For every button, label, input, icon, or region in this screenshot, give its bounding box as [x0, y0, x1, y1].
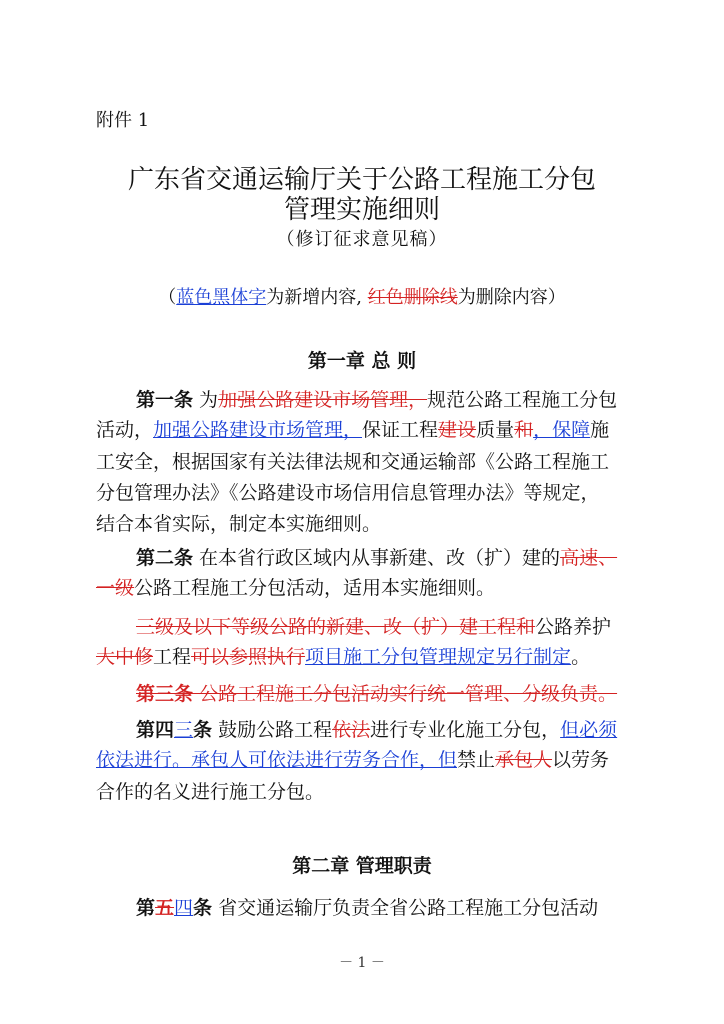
deleted-article-label: 五 [155, 897, 175, 919]
body-text: 禁止 [457, 749, 496, 771]
deleted-text: 承包人 [495, 749, 553, 771]
body-text: 保证工程 [362, 419, 439, 441]
added-text: 但必须 [560, 719, 618, 741]
body-text: 工安全，根据国家有关法律法规和交通运输部《公路工程施工 [96, 451, 610, 473]
body-text: 结合本省实际，制定本实施细则。 [96, 513, 382, 535]
body-line [96, 449, 724, 475]
legend-blue-desc: 为新增内容, [266, 287, 362, 308]
document-subtitle: （修订征求意见稿） [276, 229, 448, 250]
added-text: 项目施工分包管理规定另行制定 [305, 646, 572, 668]
body-line [96, 644, 724, 670]
chapter-2-heading: 第二章 管理职责 [292, 855, 432, 877]
document-title-line-1: 广东省交通运输厅关于公路工程施工分包 [127, 165, 596, 195]
body-text: 鼓励公路工程 [212, 719, 333, 741]
added-text: 加强公路建设市场管理， [153, 419, 363, 441]
deleted-text: 大中修 [96, 646, 154, 668]
legend-blue-sample: 蓝色黑体字 [176, 287, 267, 308]
document-title-line-2: 管理实施细则 [283, 195, 440, 225]
body-text: 省交通运输厅负责全省公路工程施工分包活动 [212, 897, 599, 919]
body-line [96, 575, 724, 601]
body-text: 施 [590, 419, 610, 441]
body-text: 为 [193, 389, 219, 411]
article-label: 条 [193, 719, 213, 741]
body-text: 进行专业化施工分包， [370, 719, 561, 741]
deleted-text: 依法 [332, 719, 371, 741]
body-line [96, 747, 724, 773]
article-label: 条 [193, 897, 213, 919]
article-label: 第一条 [136, 389, 194, 411]
deleted-text: 加强公路建设市场管理， [218, 389, 428, 411]
attachment-label: 附件 1 [96, 110, 150, 131]
deleted-text: 建设 [438, 419, 477, 441]
deleted-text: 高速、 [560, 547, 618, 569]
page-number: － 1 － [339, 955, 385, 971]
deleted-text: 三级及以下等级公路的新建、改（扩）建工程和 [136, 616, 536, 638]
legend-red-sample: 红色删除线 [367, 287, 458, 308]
body-text: 规范公路工程施工分包 [427, 389, 618, 411]
body-text: 质量 [476, 419, 515, 441]
body-text: 公路养护 [535, 616, 612, 638]
body-text: 。 [571, 646, 591, 668]
body-line [136, 895, 724, 921]
body-line [96, 480, 724, 506]
legend-open-paren: （ [158, 287, 177, 308]
deleted-text: 一级 [96, 577, 135, 599]
body-text: 工程 [153, 646, 192, 668]
body-line [96, 417, 724, 443]
revision-legend [0, 283, 724, 309]
legend-red-desc: 为删除内容） [457, 287, 566, 308]
deleted-text: 可以参照执行 [191, 646, 306, 668]
body-text: 公路工程施工分包活动，适用本实施细则。 [134, 577, 496, 599]
body-line [136, 614, 724, 640]
deleted-text: 和 [514, 419, 534, 441]
body-line [96, 511, 724, 537]
body-line [136, 545, 724, 571]
body-text: 合作的名义进行施工分包。 [96, 781, 325, 803]
deleted-article-label: 第三条 [136, 683, 194, 705]
chapter-1-heading: 第一章 总 则 [307, 350, 417, 372]
body-line [136, 681, 724, 707]
added-text: ，保障 [533, 419, 591, 441]
article-label: 第 [136, 897, 156, 919]
body-line [136, 387, 724, 413]
added-text: 三 [174, 719, 194, 741]
body-text: 活动， [96, 419, 154, 441]
article-label: 第四 [136, 719, 175, 741]
body-text: 在本省行政区域内从事新建、改（扩）建的 [193, 547, 561, 569]
added-text: 四 [174, 897, 194, 919]
body-text: 分包管理办法》《公路建设市场信用信息管理办法》等规定， [96, 482, 600, 504]
body-line [96, 779, 724, 805]
deleted-text: 公路工程施工分包活动实行统一管理、分级负责。 [193, 683, 618, 705]
body-text: 以劳务 [552, 749, 610, 771]
added-text: 依法进行。承包人可依法进行劳务合作，但 [96, 749, 458, 771]
article-label: 第二条 [136, 547, 194, 569]
body-line [136, 717, 724, 743]
